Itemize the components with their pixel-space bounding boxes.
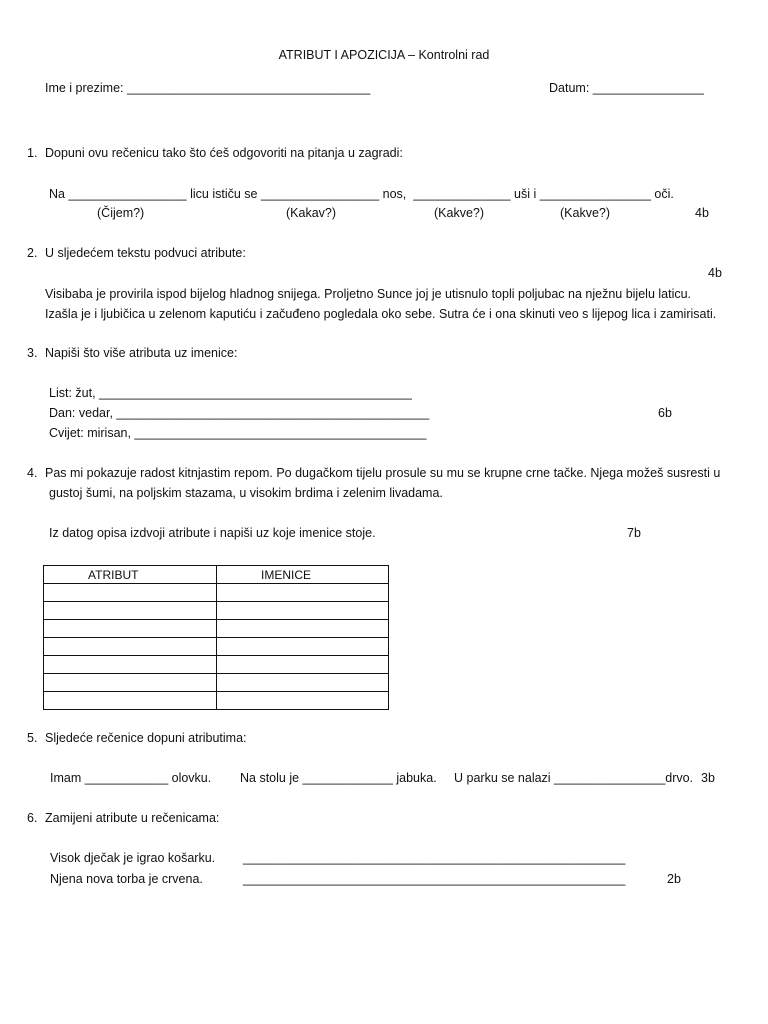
q3-line-cvijet[interactable]: Cvijet: mirisan, __________________________________________ [49, 426, 427, 440]
table-cell[interactable] [217, 620, 389, 638]
q5-sentence-2[interactable]: Na stolu je _____________ jabuka. [240, 771, 437, 785]
table-cell[interactable] [44, 638, 217, 656]
table-cell[interactable] [44, 584, 217, 602]
table-cell[interactable] [217, 602, 389, 620]
q1-sentence[interactable]: Na _________________ licu ističu se _________________ nos, ______________ uši i ________________ oči. [49, 187, 674, 201]
table-cell[interactable] [44, 620, 217, 638]
q6-sentence-2: Njena nova torba je crvena. [50, 872, 203, 886]
table-row [44, 584, 389, 602]
table-cell[interactable] [217, 692, 389, 710]
q3-prompt: Napiši što više atributa uz imenice: [45, 346, 238, 360]
table-row [44, 674, 389, 692]
q6-points: 2b [667, 872, 681, 886]
table-row [44, 602, 389, 620]
q6-prompt: Zamijeni atribute u rečenicama: [45, 811, 220, 825]
q1-hint-1: (Čijem?) [97, 206, 145, 220]
table-cell[interactable] [44, 656, 217, 674]
q6-answer-line-2[interactable]: _______________________________________________________ [243, 872, 626, 886]
q2-prompt: U sljedećem tekstu podvuci atribute: [45, 246, 246, 260]
table-cell[interactable] [217, 674, 389, 692]
page-title: ATRIBUT I APOZICIJA – Kontrolni rad [278, 48, 490, 62]
q1-hint-4: (Kakve?) [560, 206, 611, 220]
name-field[interactable]: Ime i prezime: ___________________________________ [45, 81, 371, 95]
q6-answer-line-1[interactable]: _______________________________________________________ [243, 851, 626, 865]
table-header-atribut: ATRIBUT [44, 566, 217, 584]
table-cell[interactable] [217, 638, 389, 656]
q2-number: 2. [27, 246, 38, 260]
q5-sentence-3[interactable]: U parku se nalazi ________________drvo. [454, 771, 694, 785]
q1-hint-2: (Kakav?) [286, 206, 337, 220]
q5-sentence-1[interactable]: Imam ____________ olovku. [50, 771, 212, 785]
q5-number: 5. [27, 731, 38, 745]
q1-points: 4b [695, 206, 709, 220]
table-row [44, 620, 389, 638]
q1-number: 1. [27, 146, 38, 160]
q2-text-line-2: Izašla je i ljubičica u zelenom kaputiću i začuđeno pogledala oko sebe. Sutra će i ona skinuti veo s lijepog lica i zamirisati. [45, 307, 717, 321]
q6-number: 6. [27, 811, 38, 825]
q5-prompt: Sljedeće rečenice dopuni atributima: [45, 731, 247, 745]
date-field[interactable]: Datum: ________________ [549, 81, 704, 95]
q2-points: 4b [708, 266, 722, 280]
q2-text-line-1: Visibaba je provirila ispod bijelog hladnog snijega. Proljetno Sunce joj je utisnulo topli poljubac na nježnu bijelu laticu. [45, 287, 692, 301]
q6-sentence-1: Visok dječak je igrao košarku. [50, 851, 216, 865]
attribute-table [43, 565, 389, 710]
table-cell[interactable] [44, 692, 217, 710]
q5-points: 3b [701, 771, 715, 785]
q4-text-line-1: Pas mi pokazuje radost kitnjastim repom. Po dugačkom tijelu prosule su mu se krupne crne tačke. Njega možeš susresti u [45, 466, 721, 480]
table-cell[interactable] [44, 602, 217, 620]
q3-line-dan[interactable]: Dan: vedar, _____________________________________________ [49, 406, 430, 420]
table-cell[interactable] [217, 656, 389, 674]
q3-number: 3. [27, 346, 38, 360]
q4-points: 7b [627, 526, 641, 540]
table-cell[interactable] [217, 584, 389, 602]
table-row [44, 692, 389, 710]
table-row [44, 656, 389, 674]
q3-points: 6b [658, 406, 672, 420]
q4-number: 4. [27, 466, 38, 480]
table-row [44, 638, 389, 656]
q3-line-list[interactable]: List: žut, _____________________________________________ [49, 386, 412, 400]
q1-hint-3: (Kakve?) [434, 206, 485, 220]
q4-task: Iz datog opisa izdvoji atribute i napiši uz koje imenice stoje. [49, 526, 376, 540]
q4-text-line-2: gustoj šumi, na poljskim stazama, u visokim brdima i zelenim livadama. [49, 486, 443, 500]
table-header-imenice: IMENICE [217, 566, 389, 584]
table-cell[interactable] [44, 674, 217, 692]
table-header-row [44, 566, 389, 584]
q1-prompt: Dopuni ovu rečenicu tako što ćeš odgovoriti na pitanja u zagradi: [45, 146, 403, 160]
